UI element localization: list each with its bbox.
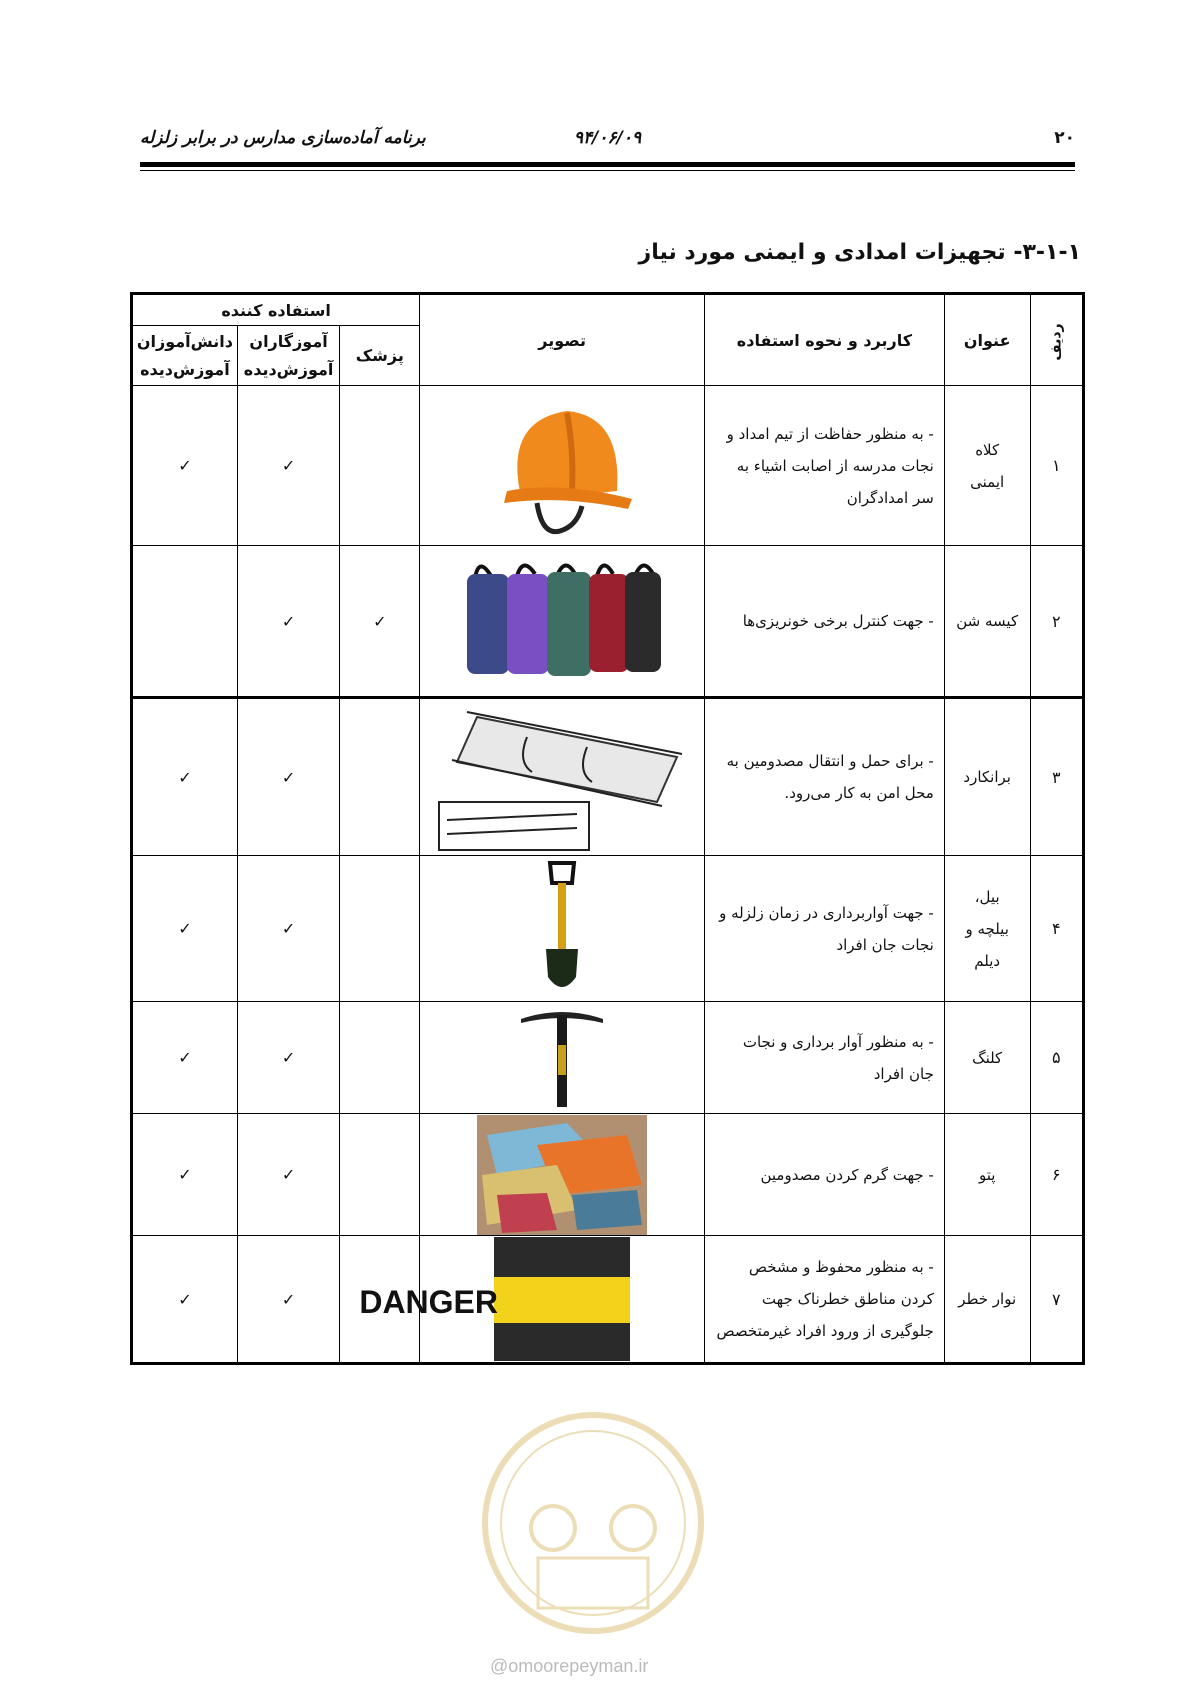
check-doctor <box>340 856 420 1002</box>
check-doctor <box>340 1002 420 1114</box>
check-students: ✓ <box>132 1002 238 1114</box>
header-users-group: استفاده کننده <box>132 294 420 326</box>
table-row <box>132 546 1084 698</box>
shovel-icon <box>420 856 705 1002</box>
row-title: کیسه شن <box>944 546 1030 698</box>
sandbags-icon <box>420 546 705 698</box>
header-students: دانش‌آموزان آموزش‌دیده <box>132 326 238 386</box>
header-usage: کاربرد و نحوه استفاده <box>705 294 945 386</box>
check-teachers: ✓ <box>237 1114 340 1236</box>
header-date: ۹۴/۰۶/۰۹ <box>573 128 642 148</box>
table-row <box>132 1236 1084 1364</box>
header-rule <box>140 162 1075 167</box>
seal-watermark <box>478 1408 708 1638</box>
watermark-site: @omoorepeyman.ir <box>490 1656 649 1676</box>
safety-helmet-icon <box>420 386 705 546</box>
page-number: ۲۰ <box>1054 128 1075 148</box>
header-title: برنامه آماده‌سازی مدارس در برابر زلزله <box>140 128 426 148</box>
equipment-table <box>130 292 1085 1365</box>
table-row <box>132 856 1084 1002</box>
check-students: ✓ <box>132 856 238 1002</box>
row-title: برانکارد <box>944 698 1030 856</box>
danger-tape-icon <box>359 1236 705 1364</box>
header-teachers: آموزگاران آموزش‌دیده <box>237 326 340 386</box>
check-students: ✓ <box>132 386 238 546</box>
row-number: ۶ <box>1030 1114 1083 1236</box>
row-usage: - به منظور محفوظ و مشخص کردن مناطق خطرناک جهت جلوگیری از ورود افراد غیرمتخصص <box>705 1236 945 1364</box>
row-number: ۲ <box>1030 546 1083 698</box>
check-doctor <box>340 698 420 856</box>
row-title: کلنگ <box>944 1002 1030 1114</box>
check-teachers: ✓ <box>237 856 340 1002</box>
blankets-icon <box>420 1114 705 1236</box>
row-number: ۷ <box>1030 1236 1083 1364</box>
danger-tape-text: DANGER <box>359 1284 499 1320</box>
table-row <box>132 698 1084 856</box>
row-usage: - به منظور آوار برداری و نجات جان افراد <box>705 1002 945 1114</box>
page-header <box>140 128 1075 164</box>
row-title: پتو <box>944 1114 1030 1236</box>
row-usage: - جهت کنترل برخی خونریزی‌ها <box>705 546 945 698</box>
row-usage: - جهت گرم کردن مصدومین <box>705 1114 945 1236</box>
check-students <box>132 546 238 698</box>
header-title-col: عنوان <box>944 294 1030 386</box>
header-rule-thin <box>140 170 1075 171</box>
row-title: نوار خطر <box>944 1236 1030 1364</box>
row-title: کلاه ایمنی <box>944 386 1030 546</box>
row-usage: - برای حمل و انتقال مصدومین به محل امن به کار می‌رود. <box>705 698 945 856</box>
section-title: ۳-۱-۱- تجهیزات امدادی و ایمنی مورد نیاز <box>638 240 1081 265</box>
check-teachers: ✓ <box>237 1002 340 1114</box>
stretcher-icon <box>420 698 705 856</box>
check-students: ✓ <box>132 1236 238 1364</box>
check-students: ✓ <box>132 1114 238 1236</box>
table-row <box>132 386 1084 546</box>
header-number: ردیف <box>1030 294 1083 386</box>
header-image: تصویر <box>420 294 705 386</box>
check-teachers: ✓ <box>237 698 340 856</box>
row-title: بیل، بیلچه و دیلم <box>944 856 1030 1002</box>
check-doctor <box>340 1114 420 1236</box>
check-students: ✓ <box>132 698 238 856</box>
check-doctor: ✓ <box>340 546 420 698</box>
row-number: ۵ <box>1030 1002 1083 1114</box>
check-teachers: ✓ <box>237 1236 340 1364</box>
header-doctor: پزشک <box>340 326 420 386</box>
row-number: ۳ <box>1030 698 1083 856</box>
row-usage: - جهت آواربرداری در زمان زلزله و نجات جان افراد <box>705 856 945 1002</box>
check-doctor <box>340 386 420 546</box>
table-row <box>132 1114 1084 1236</box>
table-row <box>132 1002 1084 1114</box>
row-number: ۴ <box>1030 856 1083 1002</box>
check-teachers: ✓ <box>237 546 340 698</box>
row-number: ۱ <box>1030 386 1083 546</box>
row-usage: - به منظور حفاظت از تیم امداد و نجات مدرسه از اصابت اشیاء به سر امدادگران <box>705 386 945 546</box>
pickaxe-icon <box>420 1002 705 1114</box>
check-teachers: ✓ <box>237 386 340 546</box>
